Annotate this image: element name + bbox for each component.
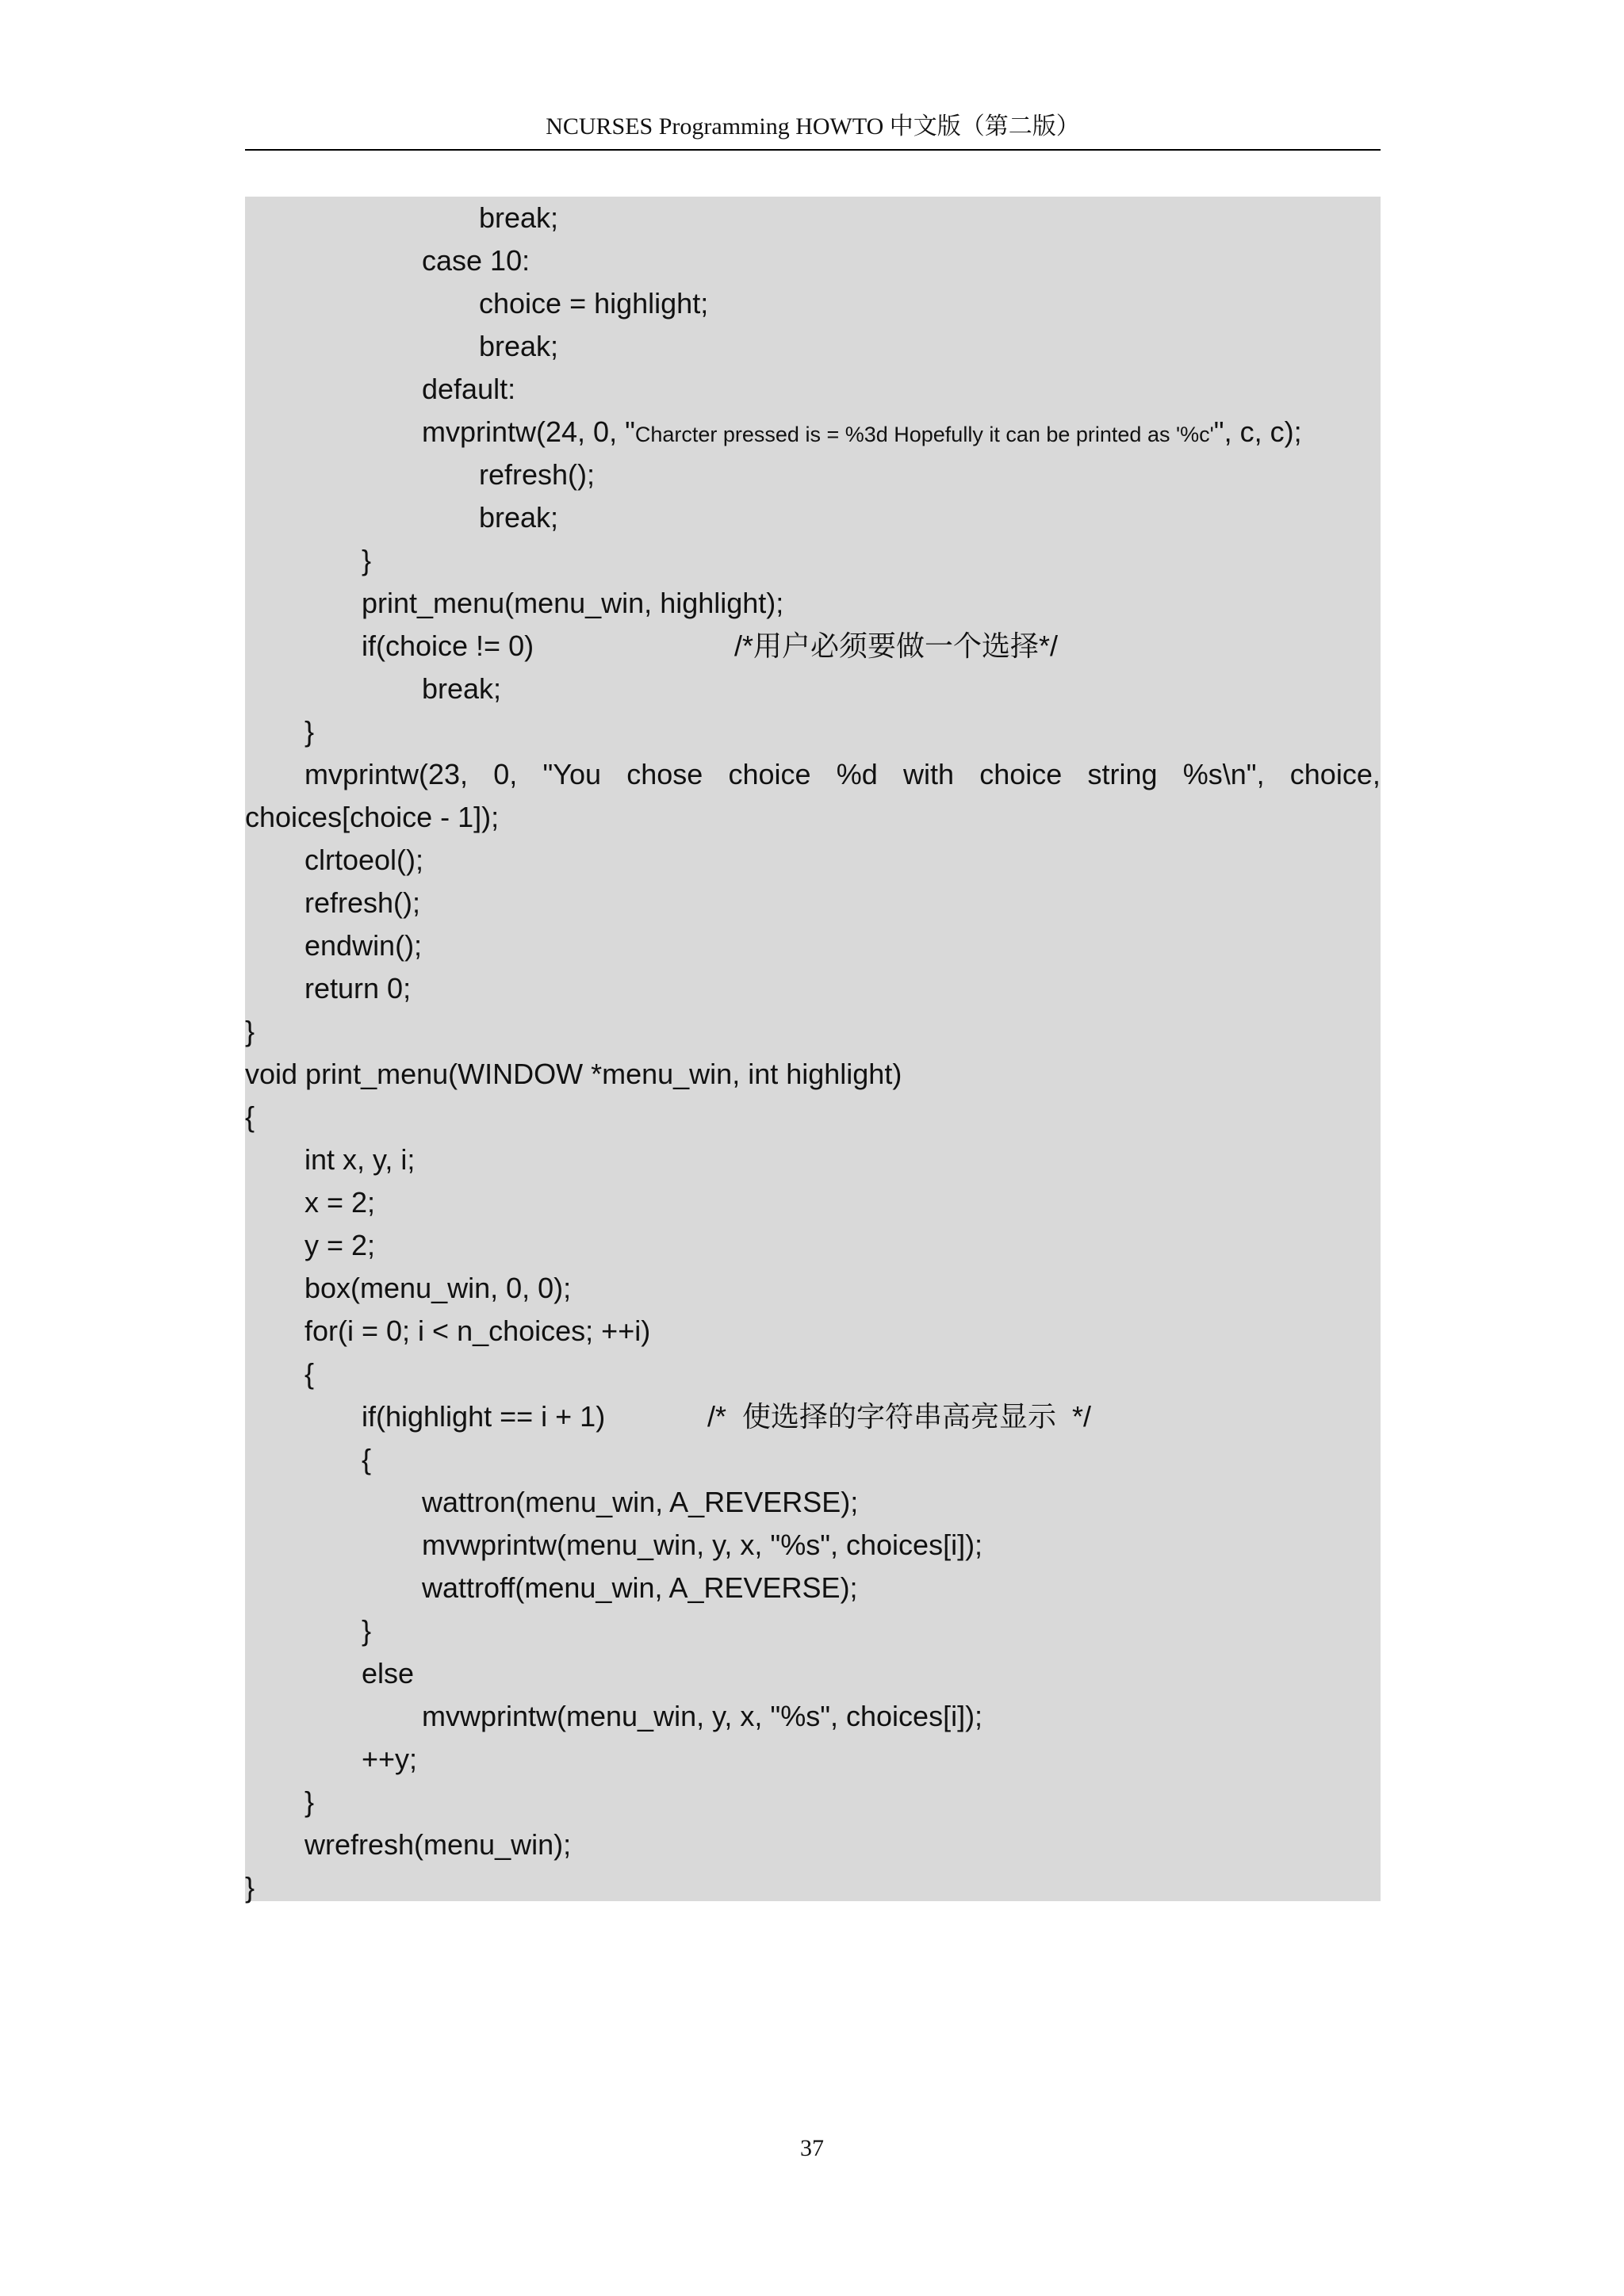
code-line: if(choice != 0) (362, 629, 534, 662)
code-line: mvwprintw(menu_win, y, x, "%s", choices[i]); (422, 1700, 983, 1732)
code-word: mvprintw(23, (304, 758, 469, 790)
code-line: endwin(); (304, 929, 423, 962)
code-line: } (362, 544, 372, 576)
code-line: { (245, 1100, 255, 1133)
code-word: choice (979, 758, 1063, 790)
code-line: } (362, 1614, 372, 1647)
page-number: 37 (800, 2135, 824, 2161)
code-line: break; (422, 672, 502, 705)
mvprintw-prefix: mvprintw(24, 0, " (422, 415, 635, 448)
code-line: break; (479, 201, 559, 234)
code-line: choices[choice - 1]); (245, 801, 500, 833)
code-block (245, 197, 1381, 1904)
mvprintw-suffix: ", c, c); (1213, 415, 1302, 448)
code-word: chose (626, 758, 703, 790)
code-word: "You (542, 758, 602, 790)
code-line: refresh(); (304, 886, 421, 919)
code-line: } (245, 1871, 255, 1904)
code-line: { (304, 1357, 315, 1390)
code-word: choice (728, 758, 811, 790)
code-line: y = 2; (304, 1229, 376, 1261)
code-line: } (245, 1015, 255, 1047)
code-line: int x, y, i; (304, 1143, 416, 1176)
mvprintw-line (422, 411, 1302, 453)
justified-code-line (245, 753, 1381, 796)
code-line: box(menu_win, 0, 0); (304, 1272, 572, 1304)
code-word: with (903, 758, 955, 790)
code-line: else (362, 1657, 415, 1689)
code-line: case 10: (422, 244, 530, 277)
code-word: 0, (493, 758, 518, 790)
code-line: wattroff(menu_win, A_REVERSE); (422, 1571, 858, 1604)
code-line: return 0; (304, 972, 412, 1004)
code-line: clrtoeol(); (304, 844, 424, 876)
code-line: choice = highlight; (479, 287, 709, 320)
code-line: break; (479, 501, 559, 534)
code-line: refresh(); (479, 458, 596, 491)
code-line: void print_menu(WINDOW *menu_win, int highlight) (245, 1058, 902, 1090)
code-comment: /* 使选择的字符串高亮显示 */ (707, 1400, 1092, 1433)
code-line: mvwprintw(menu_win, y, x, "%s", choices[i]); (422, 1529, 983, 1561)
mvprintw-format-text: Charcter pressed is = %3d Hopefully it can be printed as '%c' (634, 423, 1214, 446)
code-line: x = 2; (304, 1186, 376, 1219)
code-line: { (362, 1443, 372, 1475)
code-line: } (304, 1785, 315, 1818)
code-line: print_menu(menu_win, highlight); (362, 587, 784, 619)
header-title: NCURSES Programming HOWTO 中文版（第二版） (546, 113, 1080, 140)
code-line: for(i = 0; i < n_choices; ++i) (304, 1314, 651, 1347)
code-line: ++y; (362, 1743, 418, 1775)
page-header (245, 111, 1381, 151)
code-line: } (304, 715, 315, 748)
code-line: if(highlight == i + 1) (362, 1400, 606, 1433)
code-line: break; (479, 330, 559, 362)
code-word: choice, (1289, 758, 1381, 790)
code-line: default: (422, 373, 516, 405)
code-word: string (1087, 758, 1158, 790)
code-word: %d (836, 758, 878, 790)
code-line: wattron(menu_win, A_REVERSE); (422, 1486, 859, 1518)
code-comment: /*用户必须要做一个选择*/ (734, 629, 1059, 662)
code-word: %s\n", (1182, 758, 1265, 790)
code-line: wrefresh(menu_win); (304, 1828, 572, 1861)
